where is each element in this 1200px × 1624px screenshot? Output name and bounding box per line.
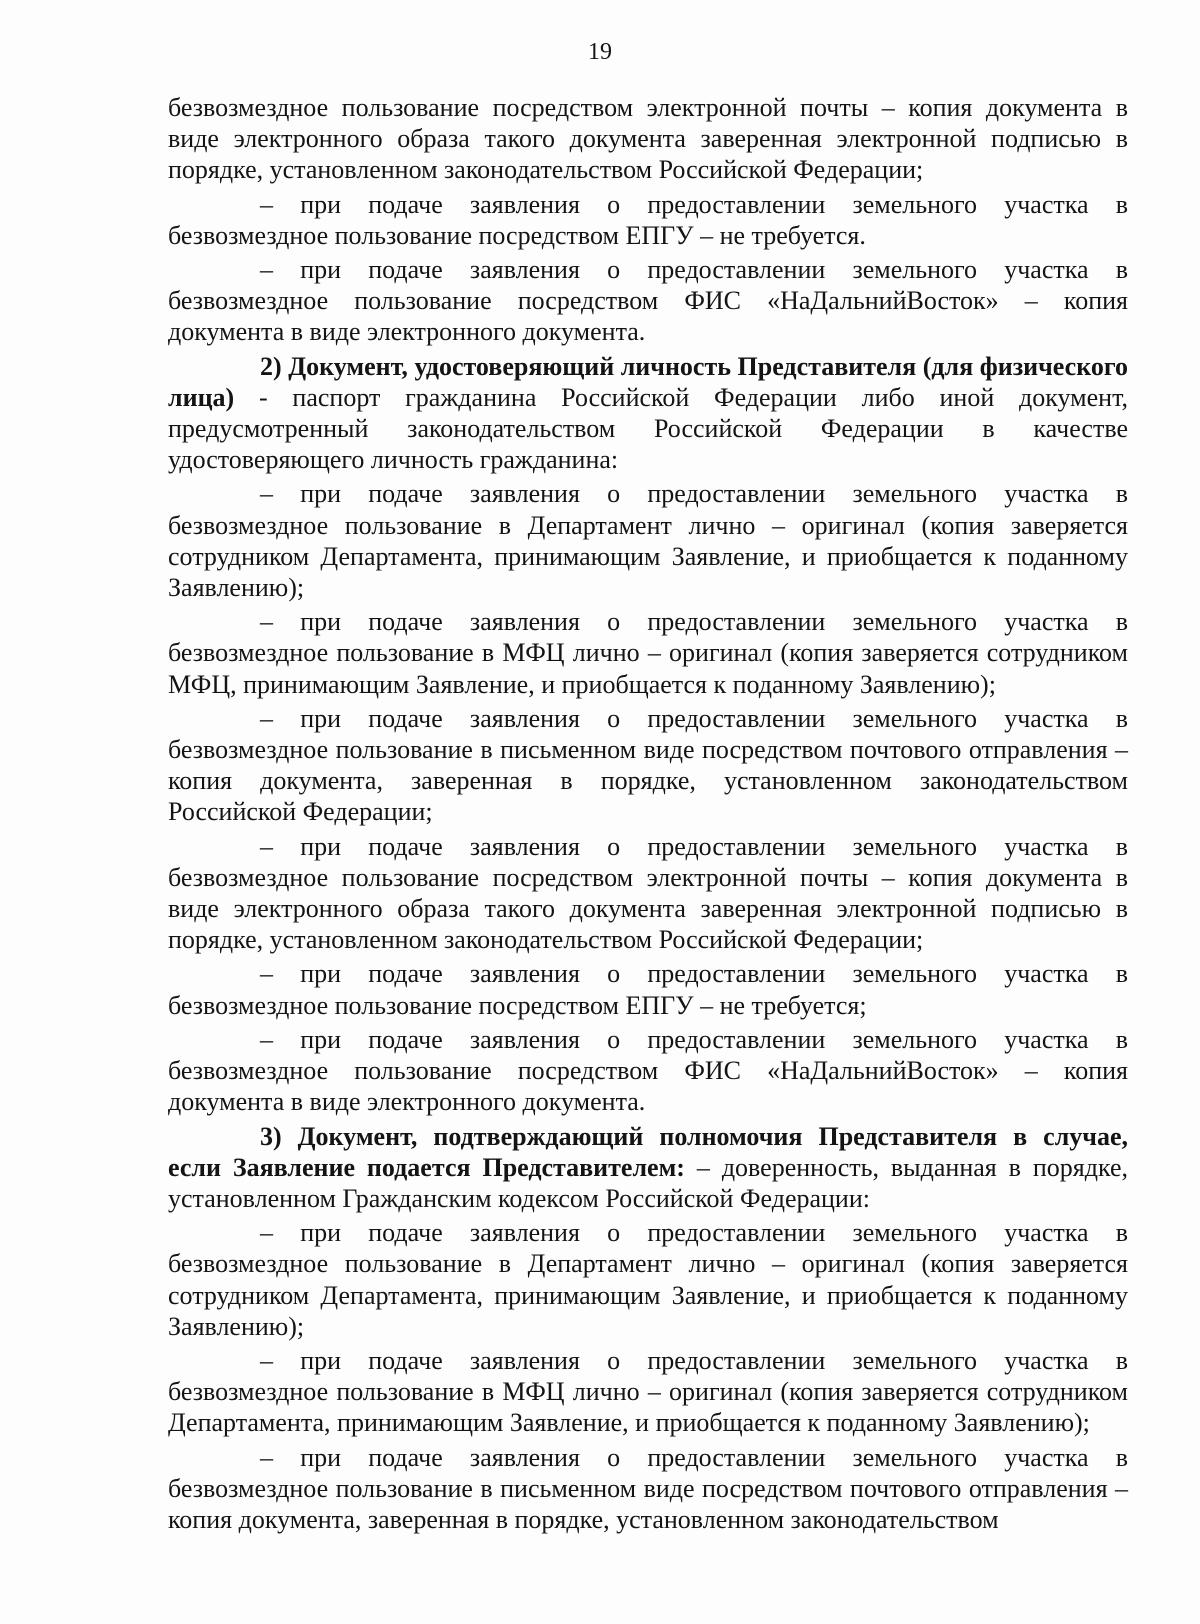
paragraph	[168, 606, 1128, 700]
paragraph-text: – при подаче заявления о предоставлении земельного участка в безвозмездное пользование посредством ФИС «НаДальнийВосток» – копия документа в виде электронного документа.	[168, 1024, 1128, 1117]
paragraph-text: – при подаче заявления о предоставлении земельного участка в безвозмездное пользование посредством ФИС «НаДальнийВосток» – копия документа в виде электронного документа.	[168, 255, 1128, 347]
paragraph-text: – при подаче заявления о предоставлении земельного участка в безвозмездное пользование посредством ЕПГУ – не требуется.	[168, 189, 1128, 250]
paragraph-text: – при подаче заявления о предоставлении земельного участка в безвозмездное пользование в МФЦ лично – оригинал (копия заверяется сотрудником Департамента, принимающим Заявление, и приобщается к поданному Заявлению);	[168, 1345, 1128, 1438]
paragraph-text: – при подаче заявления о предоставлении земельного участка в безвозмездное пользование посредством электронной почты – копия документа в виде электронного образа такого документа заверенная электронной подписью в порядке, установленном законодательством Российской Федерации;	[168, 831, 1128, 955]
paragraph	[168, 254, 1128, 348]
paragraph	[168, 703, 1128, 828]
paragraph	[168, 958, 1128, 1020]
document-body	[168, 92, 1128, 1535]
paragraph-text: безвозмездное пользование посредством электронной почты – копия документа в виде электронного образа такого документа заверенная электронной подписью в порядке, установленном законодательством Российской Федерации;	[168, 93, 1128, 185]
paragraph	[168, 92, 1128, 186]
paragraph-text: – при подаче заявления о предоставлении земельного участка в безвозмездное пользование в МФЦ лично – оригинал (копия заверяется сотрудником МФЦ, принимающим Заявление, и приобщается к поданному Заявлению);	[168, 607, 1128, 699]
paragraph	[168, 1024, 1128, 1118]
paragraph	[168, 831, 1128, 956]
paragraph-text: - паспорт гражданина Российской Федерации либо иной документ, предусмотренный законодательством Российской Федерации в качестве удостоверяющего личность гражданина:	[168, 382, 1128, 475]
paragraph	[168, 1217, 1128, 1342]
section-paragraph	[168, 1121, 1128, 1215]
page-number: 19	[588, 39, 612, 65]
paragraph	[168, 1345, 1128, 1439]
paragraph	[168, 478, 1128, 603]
paragraph	[168, 189, 1128, 251]
paragraph-text: – доверенность, выданная в порядке, установленном Гражданским кодексом Российской Федерации:	[168, 1152, 1128, 1213]
section-heading: 2) Документ, удостоверяющий личность Представителя (для физического лица)	[168, 351, 1128, 412]
paragraph-text: – при подаче заявления о предоставлении земельного участка в безвозмездное пользование посредством ЕПГУ – не требуется;	[168, 959, 1128, 1020]
paragraph-text: – при подаче заявления о предоставлении земельного участка в безвозмездное пользование в Департамент лично – оригинал (копия заверяется сотрудником Департамента, принимающим Заявление, и приобщается к поданному Заявлению);	[168, 479, 1128, 603]
paragraph-text: – при подаче заявления о предоставлении земельного участка в безвозмездное пользование в Департамент лично – оригинал (копия заверяется сотрудником Департамента, принимающим Заявление, и приобщается к поданному Заявлению);	[168, 1218, 1128, 1341]
paragraph	[168, 1442, 1128, 1536]
paragraph-text: – при подаче заявления о предоставлении земельного участка в безвозмездное пользование в письменном виде посредством почтового отправления – копия документа, заверенная в порядке, установленном законодательством Российской Федерации;	[168, 703, 1128, 827]
section-paragraph	[168, 351, 1128, 476]
section-heading: 3) Документ, подтверждающий полномочия Представителя в случае, если Заявление подается Представителем:	[168, 1121, 1128, 1182]
paragraph-text: – при подаче заявления о предоставлении земельного участка в безвозмездное пользование в письменном виде посредством почтового отправления – копия документа, заверенная в порядке, установленном законодательством	[168, 1442, 1128, 1534]
